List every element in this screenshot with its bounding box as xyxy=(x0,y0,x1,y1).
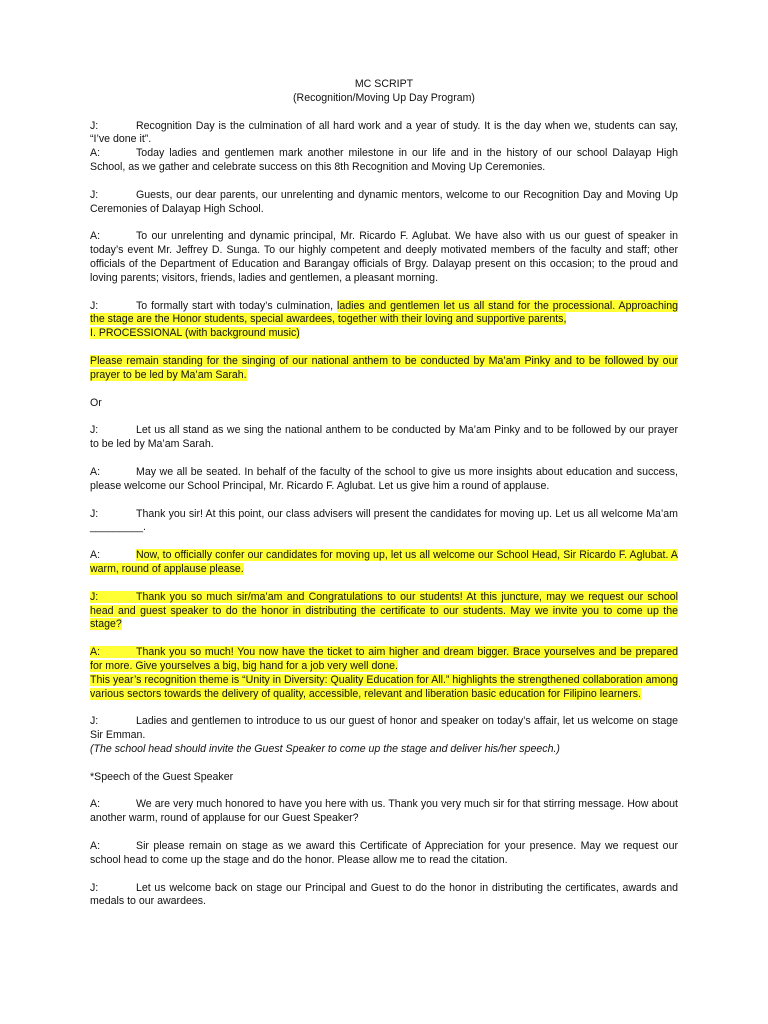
line-text: We are very much honored to have you here with us. Thank you very much sir for that stirring message. How about another warm, round of applause for our Guest Speaker? xyxy=(90,798,678,825)
script-line: *Speech of the Guest Speaker xyxy=(90,770,234,783)
script-line xyxy=(90,147,678,175)
document-title: MC SCRIPT xyxy=(354,78,414,90)
line-text: Ladies and gentlemen to introduce to us our guest of honor and speaker on today’s affair, let us welcome on stage Sir Emman. xyxy=(90,715,678,742)
script-line xyxy=(90,840,678,868)
document-page xyxy=(90,78,678,923)
speaker-label: J: xyxy=(90,188,99,201)
script-line xyxy=(90,230,678,285)
highlighted-text: ladies and gentlemen let us all stand for the processional. Approaching the stage are the Honor students, special awardees, together with their loving and supportive parents, xyxy=(90,299,678,326)
line-text: Guests, our dear parents, our unrelenting and dynamic mentors, welcome to our Recognition Day and Moving Up Ceremonies of Dalayap High School. xyxy=(90,188,678,215)
speaker-label: J: xyxy=(90,881,99,894)
speaker-label: J: xyxy=(90,424,99,437)
line-text: Recognition Day is the culmination of all hard work and a year of study. It is the day when we, students can say, “I’ve done it”. xyxy=(90,119,678,146)
highlighted-text: Thank you so much sir/ma’am and Congratulations to our students! At this juncture, may we request our school head and guest speaker to do the honor in distributing the certificate to our students. May we invite you to come up the stage? xyxy=(90,590,678,631)
theme-text: This year’s recognition theme is “Unity in Diversity: Quality Education for All.” highlights the strengthened collaboration among various sectors towards the delivery of quality, accessible, relevant and liberation basic education for Filipino learners. xyxy=(90,673,678,700)
line-text: May we all be seated. In behalf of the faculty of the school to give us more insights about education and success, please welcome our School Principal, Mr. Ricardo F. Aglubat. Let us give him a round of applause. xyxy=(90,465,678,492)
speaker-label: A: xyxy=(90,549,101,562)
line-text: Let us welcome back on stage our Principal and Guest to do the honor in distributing the certificates, awards and medals to our awardees. xyxy=(90,881,678,908)
title-block xyxy=(90,78,678,106)
script-line xyxy=(90,355,678,383)
speaker-label: A: xyxy=(90,798,101,811)
line-text: Thank you sir! At this point, our class advisers will present the candidates for moving up. Let us all welcome Ma’am _________. xyxy=(90,507,678,534)
document-subtitle: (Recognition/Moving Up Day Program) xyxy=(293,91,475,104)
line-text: Sir please remain on stage as we award this Certificate of Appreciation for your presence. May we request our school head to come up the stage and do the honor. Please allow me to read the citation. xyxy=(90,840,678,866)
highlighted-text: Now, to officially confer our candidates for moving up, let us all welcome our School Head, Sir Ricardo F. Aglubat. A warm, round of applause please. xyxy=(90,549,678,575)
script-line xyxy=(90,424,678,452)
script-line xyxy=(90,549,678,577)
speaker-label: A: xyxy=(90,840,101,853)
highlighted-text: Thank you so much! You now have the ticket to aim higher and dream bigger. Brace yourselves and be prepared for more. Give yourselves a big, big hand for a job very well done. xyxy=(90,646,678,672)
script-line xyxy=(90,591,678,632)
line-text: Today ladies and gentlemen mark another milestone in our life and in the history of our school Dalayap High School, as we gather and celebrate success on this 8th Recognition and Moving Up Ceremonies. xyxy=(90,147,678,173)
speaker-label: A: xyxy=(90,147,101,160)
speaker-label: J: xyxy=(90,119,99,132)
script-line xyxy=(90,120,678,148)
script-line xyxy=(90,300,678,341)
speaker-label: J: xyxy=(90,590,99,603)
speaker-label: A: xyxy=(90,465,101,478)
script-line xyxy=(90,508,678,536)
processional-label: I. PROCESSIONAL (with background music) xyxy=(90,327,300,340)
script-line xyxy=(90,882,678,910)
speaker-label: A: xyxy=(90,646,101,659)
line-text: To formally start with today’s culmination, xyxy=(136,299,334,312)
highlighted-text: Please remain standing for the singing of our national anthem to be conducted by Ma’am Pinky and to be followed by our prayer to be led by Ma’am Sarah. xyxy=(90,354,678,381)
line-text: To our unrelenting and dynamic principal, Mr. Ricardo F. Aglubat. We have also with us our guest of speaker in today’s event Mr. Jeffrey D. Sunga. To our highly competent and deeply motivated members of the faculty and staff; other officials of the Department of Education and Barangay officials of Brgy. Dalayap present on this occasion; to the proud and loving parents; visitors, friends, ladies and gentlemen, a pleasant morning. xyxy=(90,230,678,284)
or-separator: Or xyxy=(90,396,102,409)
script-line xyxy=(90,798,678,826)
stage-direction-note: (The school head should invite the Guest Speaker to come up the stage and deliver his/her speech.) xyxy=(90,742,560,755)
speaker-label: A: xyxy=(90,230,101,243)
speaker-label: J: xyxy=(90,299,99,312)
script-line xyxy=(90,646,678,701)
speaker-label: J: xyxy=(90,507,99,520)
script-line xyxy=(90,715,678,756)
script-line xyxy=(90,466,678,494)
speaker-label: J: xyxy=(90,715,99,728)
script-line xyxy=(90,189,678,217)
line-text: Let us all stand as we sing the national anthem to be conducted by Ma’am Pinky and to be followed by our prayer to be led by Ma’am Sarah. xyxy=(90,424,678,451)
